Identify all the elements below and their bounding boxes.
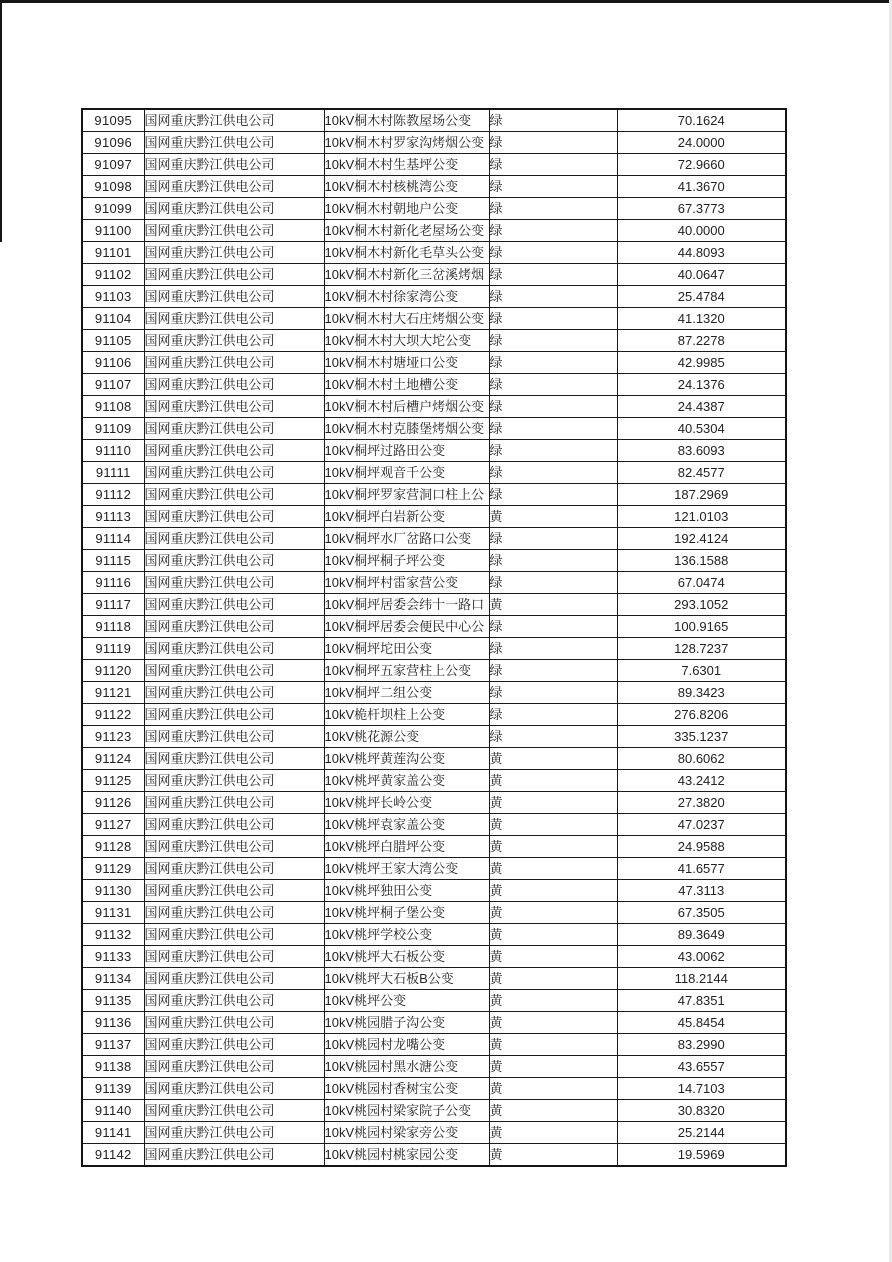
cell-value: 25.4784 (617, 286, 786, 308)
cell-transformer-name: 10kV桐坪坨田公变 (324, 638, 489, 660)
cell-transformer-name: 10kV桃坪王家大湾公变 (324, 858, 489, 880)
cell-status: 绿 (489, 154, 617, 176)
cell-value: 42.9985 (617, 352, 786, 374)
table-row (82, 572, 786, 594)
cell-value: 276.8206 (617, 704, 786, 726)
cell-company: 国网重庆黔江供电公司 (144, 616, 324, 638)
cell-status: 绿 (489, 484, 617, 506)
cell-value: 44.8093 (617, 242, 786, 264)
cell-company: 国网重庆黔江供电公司 (144, 924, 324, 946)
table-row (82, 924, 786, 946)
cell-transformer-name: 10kV桃坪白腊坪公变 (324, 836, 489, 858)
table-row (82, 858, 786, 880)
cell-value: 87.2278 (617, 330, 786, 352)
cell-company: 国网重庆黔江供电公司 (144, 814, 324, 836)
table-row (82, 1012, 786, 1034)
cell-company: 国网重庆黔江供电公司 (144, 550, 324, 572)
table-row (82, 616, 786, 638)
cell-company: 国网重庆黔江供电公司 (144, 968, 324, 990)
cell-company: 国网重庆黔江供电公司 (144, 726, 324, 748)
cell-transformer-name: 10kV桐坪二组公变 (324, 682, 489, 704)
cell-value: 41.6577 (617, 858, 786, 880)
cell-transformer-name: 10kV桐木村新化老屋场公变 (324, 220, 489, 242)
table-row (82, 154, 786, 176)
cell-transformer-name: 10kV桐木村土地槽公变 (324, 374, 489, 396)
cell-company: 国网重庆黔江供电公司 (144, 1144, 324, 1167)
cell-company: 国网重庆黔江供电公司 (144, 902, 324, 924)
table-row (82, 506, 786, 528)
cell-value: 24.0000 (617, 132, 786, 154)
table-row (82, 792, 786, 814)
cell-status: 绿 (489, 462, 617, 484)
cell-record-id: 91138 (82, 1056, 144, 1078)
cell-record-id: 91102 (82, 264, 144, 286)
cell-value: 24.4387 (617, 396, 786, 418)
cell-status: 绿 (489, 572, 617, 594)
cell-value: 25.2144 (617, 1122, 786, 1144)
cell-transformer-name: 10kV桃园村龙嘴公变 (324, 1034, 489, 1056)
cell-value: 30.8320 (617, 1100, 786, 1122)
table-row (82, 528, 786, 550)
cell-company: 国网重庆黔江供电公司 (144, 154, 324, 176)
cell-record-id: 91141 (82, 1122, 144, 1144)
cell-transformer-name: 10kV桃坪黄家盖公变 (324, 770, 489, 792)
cell-status: 黄 (489, 770, 617, 792)
cell-status: 黄 (489, 1100, 617, 1122)
cell-record-id: 91097 (82, 154, 144, 176)
cell-transformer-name: 10kV桅杆坝柱上公变 (324, 704, 489, 726)
cell-record-id: 91120 (82, 660, 144, 682)
table-row (82, 1034, 786, 1056)
cell-value: 19.5969 (617, 1144, 786, 1167)
table-row (82, 374, 786, 396)
cell-company: 国网重庆黔江供电公司 (144, 858, 324, 880)
cell-status: 绿 (489, 330, 617, 352)
cell-company: 国网重庆黔江供电公司 (144, 286, 324, 308)
cell-status: 黄 (489, 924, 617, 946)
cell-value: 136.1588 (617, 550, 786, 572)
cell-company: 国网重庆黔江供电公司 (144, 594, 324, 616)
cell-status: 黄 (489, 968, 617, 990)
cell-transformer-name: 10kV桃坪黄莲沟公变 (324, 748, 489, 770)
cell-company: 国网重庆黔江供电公司 (144, 242, 324, 264)
cell-record-id: 91112 (82, 484, 144, 506)
cell-status: 绿 (489, 682, 617, 704)
cell-company: 国网重庆黔江供电公司 (144, 770, 324, 792)
cell-transformer-name: 10kV桐木村大坝大坨公变 (324, 330, 489, 352)
cell-company: 国网重庆黔江供电公司 (144, 1122, 324, 1144)
cell-company: 国网重庆黔江供电公司 (144, 528, 324, 550)
cell-transformer-name: 10kV桃坪独田公变 (324, 880, 489, 902)
table-row (82, 594, 786, 616)
cell-company: 国网重庆黔江供电公司 (144, 352, 324, 374)
cell-record-id: 91101 (82, 242, 144, 264)
cell-value: 72.9660 (617, 154, 786, 176)
cell-value: 41.3670 (617, 176, 786, 198)
cell-transformer-name: 10kV桐坪水厂岔路口公变 (324, 528, 489, 550)
cell-status: 黄 (489, 748, 617, 770)
cell-status: 绿 (489, 109, 617, 132)
cell-record-id: 91118 (82, 616, 144, 638)
cell-value: 293.1052 (617, 594, 786, 616)
cell-status: 绿 (489, 550, 617, 572)
cell-company: 国网重庆黔江供电公司 (144, 506, 324, 528)
cell-transformer-name: 10kV桃园村黑水溏公变 (324, 1056, 489, 1078)
table-row (82, 396, 786, 418)
cell-record-id: 91136 (82, 1012, 144, 1034)
cell-transformer-name: 10kV桃坪公变 (324, 990, 489, 1012)
cell-record-id: 91096 (82, 132, 144, 154)
table-row (82, 660, 786, 682)
cell-transformer-name: 10kV桐木村大石庄烤烟公变 (324, 308, 489, 330)
cell-record-id: 91099 (82, 198, 144, 220)
cell-status: 黄 (489, 902, 617, 924)
cell-transformer-name: 10kV桐坪观音千公变 (324, 462, 489, 484)
table-row (82, 109, 786, 132)
cell-transformer-name: 10kV桐木村后槽户烤烟公变 (324, 396, 489, 418)
cell-status: 绿 (489, 616, 617, 638)
cell-company: 国网重庆黔江供电公司 (144, 220, 324, 242)
table-row (82, 682, 786, 704)
cell-status: 绿 (489, 198, 617, 220)
cell-record-id: 91119 (82, 638, 144, 660)
cell-transformer-name: 10kV桐坪村雷家营公变 (324, 572, 489, 594)
cell-value: 335.1237 (617, 726, 786, 748)
table-row (82, 1078, 786, 1100)
table-row (82, 836, 786, 858)
cell-transformer-name: 10kV桐木村生基坪公变 (324, 154, 489, 176)
cell-status: 绿 (489, 308, 617, 330)
cell-record-id: 91123 (82, 726, 144, 748)
table-row (82, 418, 786, 440)
cell-transformer-name: 10kV桐坪桐子坪公变 (324, 550, 489, 572)
table-row (82, 1144, 786, 1167)
table-row (82, 484, 786, 506)
table-row (82, 814, 786, 836)
cell-transformer-name: 10kV桃园村香树宝公变 (324, 1078, 489, 1100)
cell-status: 绿 (489, 242, 617, 264)
cell-record-id: 91128 (82, 836, 144, 858)
cell-value: 118.2144 (617, 968, 786, 990)
cell-transformer-name: 10kV桐木村核桃湾公变 (324, 176, 489, 198)
cell-record-id: 91104 (82, 308, 144, 330)
cell-status: 黄 (489, 1012, 617, 1034)
cell-record-id: 91130 (82, 880, 144, 902)
cell-transformer-name: 10kV桐坪罗家营洞口柱上公 (324, 484, 489, 506)
cell-record-id: 91124 (82, 748, 144, 770)
cell-transformer-name: 10kV桃坪袁家盖公变 (324, 814, 489, 836)
cell-value: 192.4124 (617, 528, 786, 550)
cell-status: 绿 (489, 132, 617, 154)
cell-record-id: 91125 (82, 770, 144, 792)
cell-company: 国网重庆黔江供电公司 (144, 748, 324, 770)
cell-record-id: 91126 (82, 792, 144, 814)
table-row (82, 330, 786, 352)
cell-value: 82.4577 (617, 462, 786, 484)
cell-status: 黄 (489, 1056, 617, 1078)
cell-transformer-name: 10kV桐坪过路田公变 (324, 440, 489, 462)
cell-transformer-name: 10kV桐木村陈教屋场公变 (324, 109, 489, 132)
cell-record-id: 91140 (82, 1100, 144, 1122)
cell-status: 绿 (489, 220, 617, 242)
cell-company: 国网重庆黔江供电公司 (144, 638, 324, 660)
cell-status: 绿 (489, 660, 617, 682)
cell-record-id: 91139 (82, 1078, 144, 1100)
table-row (82, 462, 786, 484)
cell-status: 黄 (489, 880, 617, 902)
cell-value: 89.3649 (617, 924, 786, 946)
cell-status: 黄 (489, 946, 617, 968)
cell-transformer-name: 10kV桃园村梁家旁公变 (324, 1122, 489, 1144)
cell-record-id: 91115 (82, 550, 144, 572)
cell-record-id: 91100 (82, 220, 144, 242)
table-row (82, 704, 786, 726)
cell-company: 国网重庆黔江供电公司 (144, 132, 324, 154)
cell-record-id: 91111 (82, 462, 144, 484)
cell-company: 国网重庆黔江供电公司 (144, 1100, 324, 1122)
cell-company: 国网重庆黔江供电公司 (144, 374, 324, 396)
table-row (82, 352, 786, 374)
cell-company: 国网重庆黔江供电公司 (144, 308, 324, 330)
cell-value: 128.7237 (617, 638, 786, 660)
table-row (82, 968, 786, 990)
cell-value: 67.3505 (617, 902, 786, 924)
cell-value: 43.0062 (617, 946, 786, 968)
cell-transformer-name: 10kV桐木村克膝堡烤烟公变 (324, 418, 489, 440)
cell-record-id: 91114 (82, 528, 144, 550)
cell-record-id: 91109 (82, 418, 144, 440)
cell-status: 绿 (489, 418, 617, 440)
cell-company: 国网重庆黔江供电公司 (144, 109, 324, 132)
cell-transformer-name: 10kV桐木村新化三岔溪烤烟 (324, 264, 489, 286)
cell-record-id: 91106 (82, 352, 144, 374)
table-row (82, 1122, 786, 1144)
cell-value: 14.7103 (617, 1078, 786, 1100)
table-row (82, 946, 786, 968)
cell-transformer-name: 10kV桐木村罗家沟烤烟公变 (324, 132, 489, 154)
cell-company: 国网重庆黔江供电公司 (144, 264, 324, 286)
cell-value: 24.1376 (617, 374, 786, 396)
cell-company: 国网重庆黔江供电公司 (144, 946, 324, 968)
cell-status: 黄 (489, 506, 617, 528)
table-row (82, 132, 786, 154)
table-row (82, 726, 786, 748)
cell-company: 国网重庆黔江供电公司 (144, 1056, 324, 1078)
cell-record-id: 91121 (82, 682, 144, 704)
cell-value: 47.8351 (617, 990, 786, 1012)
cell-value: 70.1624 (617, 109, 786, 132)
table-row (82, 286, 786, 308)
cell-record-id: 91110 (82, 440, 144, 462)
cell-company: 国网重庆黔江供电公司 (144, 462, 324, 484)
table-row (82, 748, 786, 770)
cell-record-id: 91135 (82, 990, 144, 1012)
cell-value: 187.2969 (617, 484, 786, 506)
table-body (82, 109, 786, 1166)
cell-status: 绿 (489, 374, 617, 396)
cell-status: 黄 (489, 594, 617, 616)
cell-record-id: 91142 (82, 1144, 144, 1167)
top-edge-bar (0, 0, 892, 3)
cell-transformer-name: 10kV桐坪五家营柱上公变 (324, 660, 489, 682)
cell-value: 43.6557 (617, 1056, 786, 1078)
cell-value: 83.2990 (617, 1034, 786, 1056)
cell-status: 绿 (489, 396, 617, 418)
cell-record-id: 91122 (82, 704, 144, 726)
cell-value: 40.0647 (617, 264, 786, 286)
table-row (82, 1100, 786, 1122)
cell-status: 黄 (489, 858, 617, 880)
cell-value: 45.8454 (617, 1012, 786, 1034)
cell-value: 67.3773 (617, 198, 786, 220)
cell-record-id: 91129 (82, 858, 144, 880)
table-row (82, 638, 786, 660)
cell-value: 121.0103 (617, 506, 786, 528)
table-row (82, 770, 786, 792)
cell-value: 40.0000 (617, 220, 786, 242)
table-row (82, 880, 786, 902)
cell-status: 绿 (489, 176, 617, 198)
table-row (82, 220, 786, 242)
cell-company: 国网重庆黔江供电公司 (144, 682, 324, 704)
cell-transformer-name: 10kV桃园腊子沟公变 (324, 1012, 489, 1034)
table-row (82, 440, 786, 462)
cell-record-id: 91105 (82, 330, 144, 352)
table-row (82, 550, 786, 572)
cell-record-id: 91127 (82, 814, 144, 836)
cell-transformer-name: 10kV桐木村塘垭口公变 (324, 352, 489, 374)
cell-status: 黄 (489, 1144, 617, 1167)
cell-record-id: 91098 (82, 176, 144, 198)
table-row (82, 264, 786, 286)
cell-value: 89.3423 (617, 682, 786, 704)
table-row (82, 198, 786, 220)
cell-value: 83.6093 (617, 440, 786, 462)
cell-status: 黄 (489, 836, 617, 858)
table-row (82, 990, 786, 1012)
cell-transformer-name: 10kV桃坪大石板B公变 (324, 968, 489, 990)
cell-status: 黄 (489, 792, 617, 814)
cell-transformer-name: 10kV桐坪居委会便民中心公 (324, 616, 489, 638)
cell-record-id: 91108 (82, 396, 144, 418)
cell-transformer-name: 10kV桃坪大石板公变 (324, 946, 489, 968)
left-edge-line (0, 0, 2, 242)
cell-company: 国网重庆黔江供电公司 (144, 1078, 324, 1100)
cell-value: 47.0237 (617, 814, 786, 836)
cell-record-id: 91132 (82, 924, 144, 946)
cell-transformer-name: 10kV桃园村梁家院子公变 (324, 1100, 489, 1122)
cell-record-id: 91137 (82, 1034, 144, 1056)
cell-company: 国网重庆黔江供电公司 (144, 660, 324, 682)
table-row (82, 242, 786, 264)
cell-record-id: 91116 (82, 572, 144, 594)
cell-company: 国网重庆黔江供电公司 (144, 792, 324, 814)
cell-status: 绿 (489, 264, 617, 286)
cell-transformer-name: 10kV桃坪长岭公变 (324, 792, 489, 814)
cell-value: 100.9165 (617, 616, 786, 638)
cell-company: 国网重庆黔江供电公司 (144, 198, 324, 220)
cell-status: 绿 (489, 528, 617, 550)
transformer-table (81, 108, 787, 1167)
cell-company: 国网重庆黔江供电公司 (144, 704, 324, 726)
cell-status: 黄 (489, 1122, 617, 1144)
cell-value: 43.2412 (617, 770, 786, 792)
cell-value: 41.1320 (617, 308, 786, 330)
table-row (82, 1056, 786, 1078)
cell-transformer-name: 10kV桃园村桃家园公变 (324, 1144, 489, 1167)
cell-record-id: 91113 (82, 506, 144, 528)
cell-company: 国网重庆黔江供电公司 (144, 572, 324, 594)
cell-status: 绿 (489, 440, 617, 462)
table-row (82, 308, 786, 330)
cell-status: 黄 (489, 1034, 617, 1056)
cell-value: 40.5304 (617, 418, 786, 440)
cell-value: 47.3113 (617, 880, 786, 902)
cell-record-id: 91117 (82, 594, 144, 616)
cell-transformer-name: 10kV桐木村朝地户公变 (324, 198, 489, 220)
cell-company: 国网重庆黔江供电公司 (144, 836, 324, 858)
cell-status: 绿 (489, 704, 617, 726)
cell-value: 24.9588 (617, 836, 786, 858)
table-row (82, 902, 786, 924)
cell-status: 绿 (489, 726, 617, 748)
cell-record-id: 91107 (82, 374, 144, 396)
cell-transformer-name: 10kV桃坪学校公变 (324, 924, 489, 946)
cell-status: 黄 (489, 990, 617, 1012)
cell-company: 国网重庆黔江供电公司 (144, 990, 324, 1012)
cell-transformer-name: 10kV桃坪桐子堡公变 (324, 902, 489, 924)
cell-transformer-name: 10kV桃花源公变 (324, 726, 489, 748)
cell-company: 国网重庆黔江供电公司 (144, 440, 324, 462)
cell-company: 国网重庆黔江供电公司 (144, 176, 324, 198)
cell-status: 绿 (489, 286, 617, 308)
cell-company: 国网重庆黔江供电公司 (144, 484, 324, 506)
cell-status: 绿 (489, 638, 617, 660)
cell-value: 67.0474 (617, 572, 786, 594)
cell-value: 80.6062 (617, 748, 786, 770)
cell-record-id: 91095 (82, 109, 144, 132)
cell-company: 国网重庆黔江供电公司 (144, 1012, 324, 1034)
cell-company: 国网重庆黔江供电公司 (144, 1034, 324, 1056)
cell-transformer-name: 10kV桐木村徐家湾公变 (324, 286, 489, 308)
cell-record-id: 91133 (82, 946, 144, 968)
cell-value: 27.3820 (617, 792, 786, 814)
cell-record-id: 91134 (82, 968, 144, 990)
cell-transformer-name: 10kV桐坪白岩新公变 (324, 506, 489, 528)
cell-transformer-name: 10kV桐木村新化毛草头公变 (324, 242, 489, 264)
cell-record-id: 91131 (82, 902, 144, 924)
table-row (82, 176, 786, 198)
cell-company: 国网重庆黔江供电公司 (144, 880, 324, 902)
cell-company: 国网重庆黔江供电公司 (144, 418, 324, 440)
cell-company: 国网重庆黔江供电公司 (144, 396, 324, 418)
cell-record-id: 91103 (82, 286, 144, 308)
cell-status: 黄 (489, 814, 617, 836)
cell-status: 黄 (489, 1078, 617, 1100)
cell-status: 绿 (489, 352, 617, 374)
cell-company: 国网重庆黔江供电公司 (144, 330, 324, 352)
cell-transformer-name: 10kV桐坪居委会纬十一路口 (324, 594, 489, 616)
cell-value: 7.6301 (617, 660, 786, 682)
